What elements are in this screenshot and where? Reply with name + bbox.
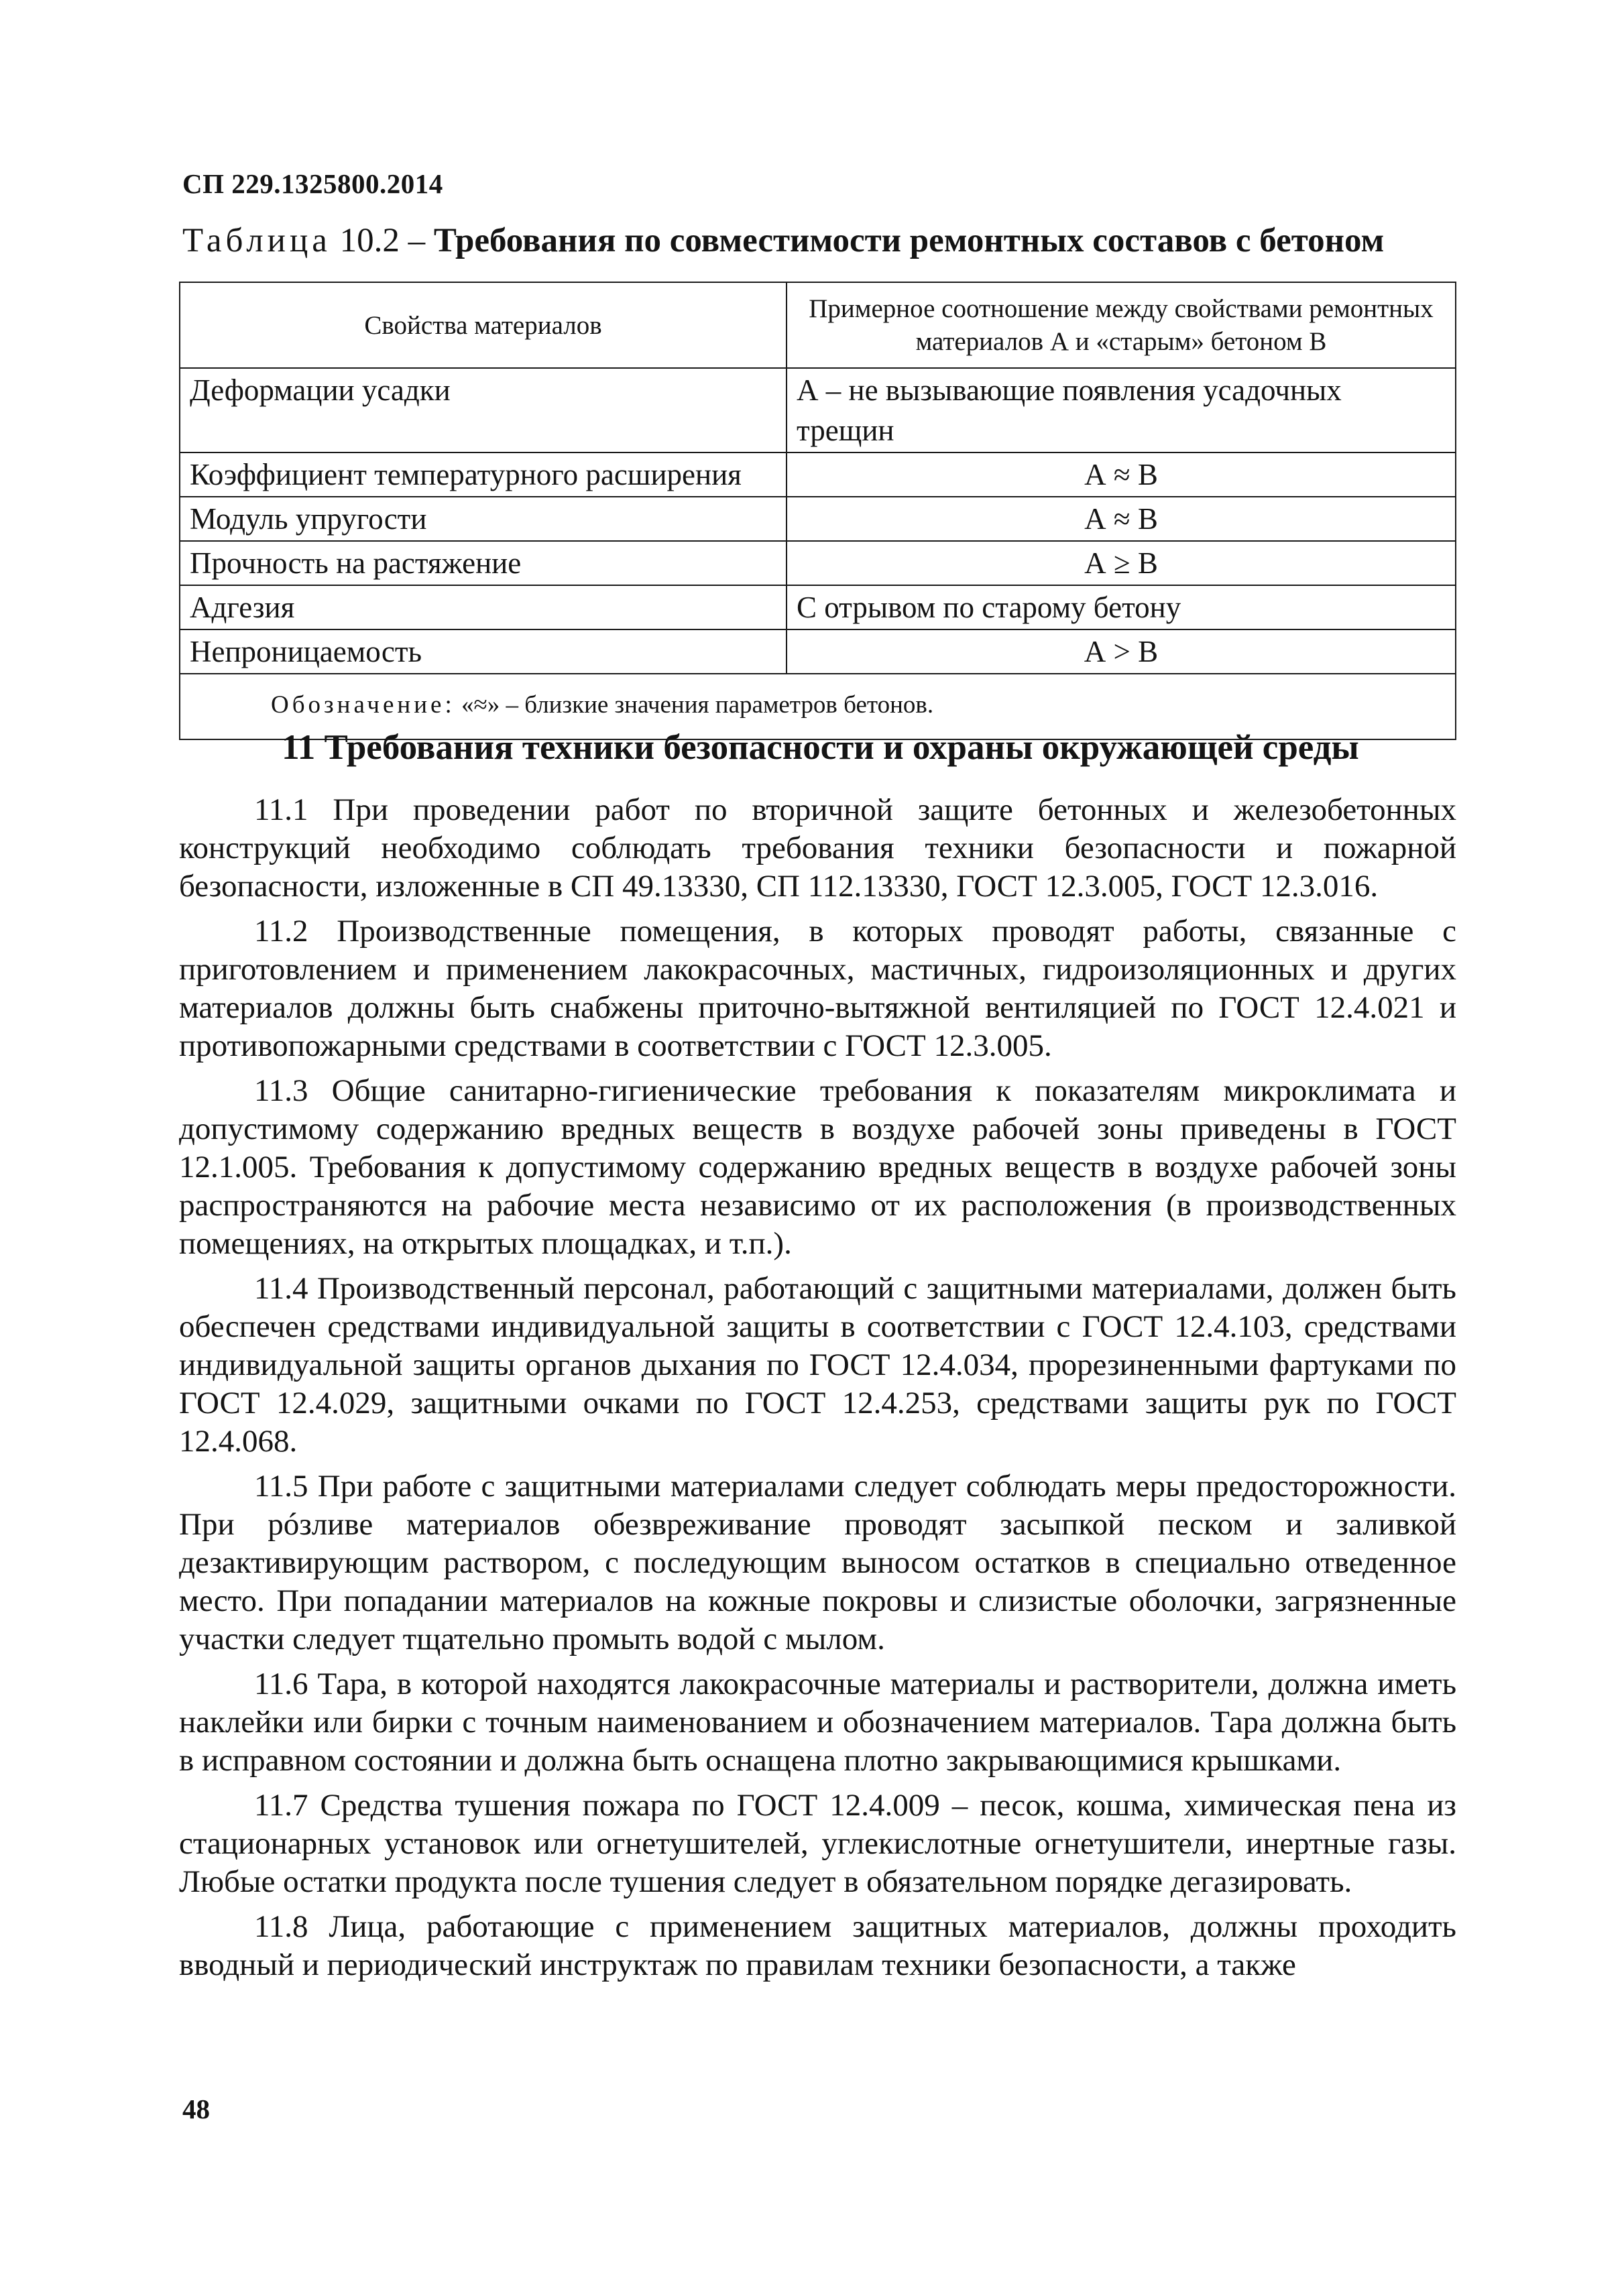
table-caption-title: Требования по совместимости ремонтных составов с бетоном [433,222,1385,259]
table-cell-property: Прочность на растяжение [180,541,787,585]
paragraph: 11.3 Общие санитарно-гигиенические требования к показателям микроклимата и допустимому содержанию вредных веществ в воздухе рабочей зоны приведены в ГОСТ 12.1.005. Требования к допустимому содержанию вредных веществ в воздухе рабочей зоны распространяются на рабочие места независимо от их расположения (в производственных помещениях, на открытых площадках, и т.п.). [179,1073,1456,1261]
table-caption: Таблица 10.2 – Требования по совместимости ремонтных составов с бетоном [182,222,1385,259]
table-cell-relation: А ≥ В [787,541,1456,585]
paragraph: 11.1 При проведении работ по вторичной защите бетонных и железобетонных конструкций необходимо соблюдать требования техники безопасности и пожарной безопасности, изложенные в СП 49.13330, СП 112.13330, ГОСТ 12.3.005, ГОСТ 12.3.016. [179,792,1456,904]
table-header-properties: Свойства материалов [180,282,787,368]
document-header: СП 229.1325800.2014 [182,168,443,199]
table-cell-property: Адгезия [180,585,787,629]
table-row [180,541,1456,585]
table-row [180,368,1456,452]
table-cell-property: Деформации усадки [180,368,787,452]
table-cell-property: Непроницаемость [180,629,787,674]
table-row [180,452,1456,497]
table-note-label: Обозначение: [271,691,455,719]
section-body [179,791,1456,1991]
page-number: 48 [182,2094,210,2124]
table-row [180,629,1456,674]
paragraph: 11.8 Лица, работающие с применением защитных материалов, должны проходить вводный и периодический инструктаж по правилам техники безопасности, а также [179,1909,1456,1982]
table-cell-relation: А ≈ В [787,497,1456,541]
table-cell-property: Коэффициент температурного расширения [180,452,787,497]
paragraph: 11.7 Средства тушения пожара по ГОСТ 12.4.009 – песок, кошма, химическая пена из стационарных установок или огнетушителей, углекислотные огнетушители, инертные газы. Любые остатки продукта после тушения следует в обязательном порядке дегазировать. [179,1788,1456,1899]
table-cell-relation: С отрывом по старому бетону [787,585,1456,629]
table-row [180,585,1456,629]
table-caption-number: 10.2 [339,222,400,259]
paragraph: 11.4 Производственный персонал, работающий с защитными материалами, должен быть обеспечен средствами индивидуальной защиты в соответствии с ГОСТ 12.4.103, средствами индивидуальной защиты органов дыхания по ГОСТ 12.4.034, прорезиненными фартуками по ГОСТ 12.4.029, защитными очками по ГОСТ 12.4.253, средствами защиты рук по ГОСТ 12.4.068. [179,1271,1456,1459]
paragraph: 11.2 Производственные помещения, в которых проводят работы, связанные с приготовлением и применением лакокрасочных, мастичных, гидроизоляционных и других материалов должны быть снабжены приточно-вытяжной вентиляцией по ГОСТ 12.4.021 и противопожарными средствами в соответствии с ГОСТ 12.3.005. [179,914,1456,1063]
table-note-text: «≈» – близкие значения параметров бетонов. [455,691,934,719]
table-header-row [180,282,1456,368]
table-row [180,497,1456,541]
table-cell-relation: А – не вызывающие появления усадочных трещин [787,368,1456,452]
paragraph: 11.6 Тара, в которой находятся лакокрасочные материалы и растворители, должна иметь наклейки или бирки с точным наименованием и обозначением материалов. Тара должна быть в исправном состоянии и должна быть оснащена плотно закрывающимися крышками. [179,1667,1456,1778]
compatibility-table [179,282,1456,740]
table-cell-relation: А ≈ В [787,452,1456,497]
table-header-relation: Примерное соотношение между свойствами ремонтных материалов А и «старым» бетоном В [787,282,1456,368]
table-cell-property: Модуль упругости [180,497,787,541]
paragraph: 11.5 При работе с защитными материалами следует соблюдать меры предосторожности. При рóзливе материалов обезвреживание проводят засыпкой песком и заливкой дезактивирующим раствором, с последующим выносом остатков в специально отведенное место. При попадании материалов на кожные покровы и слизистые оболочки, загрязненные участки следует тщательно промыть водой с мылом. [179,1469,1456,1656]
table-caption-prefix: Таблица [182,222,331,259]
section-title: 11 Требования техники безопасности и охраны окружающей среды [282,728,1359,767]
table-cell-relation: А > В [787,629,1456,674]
